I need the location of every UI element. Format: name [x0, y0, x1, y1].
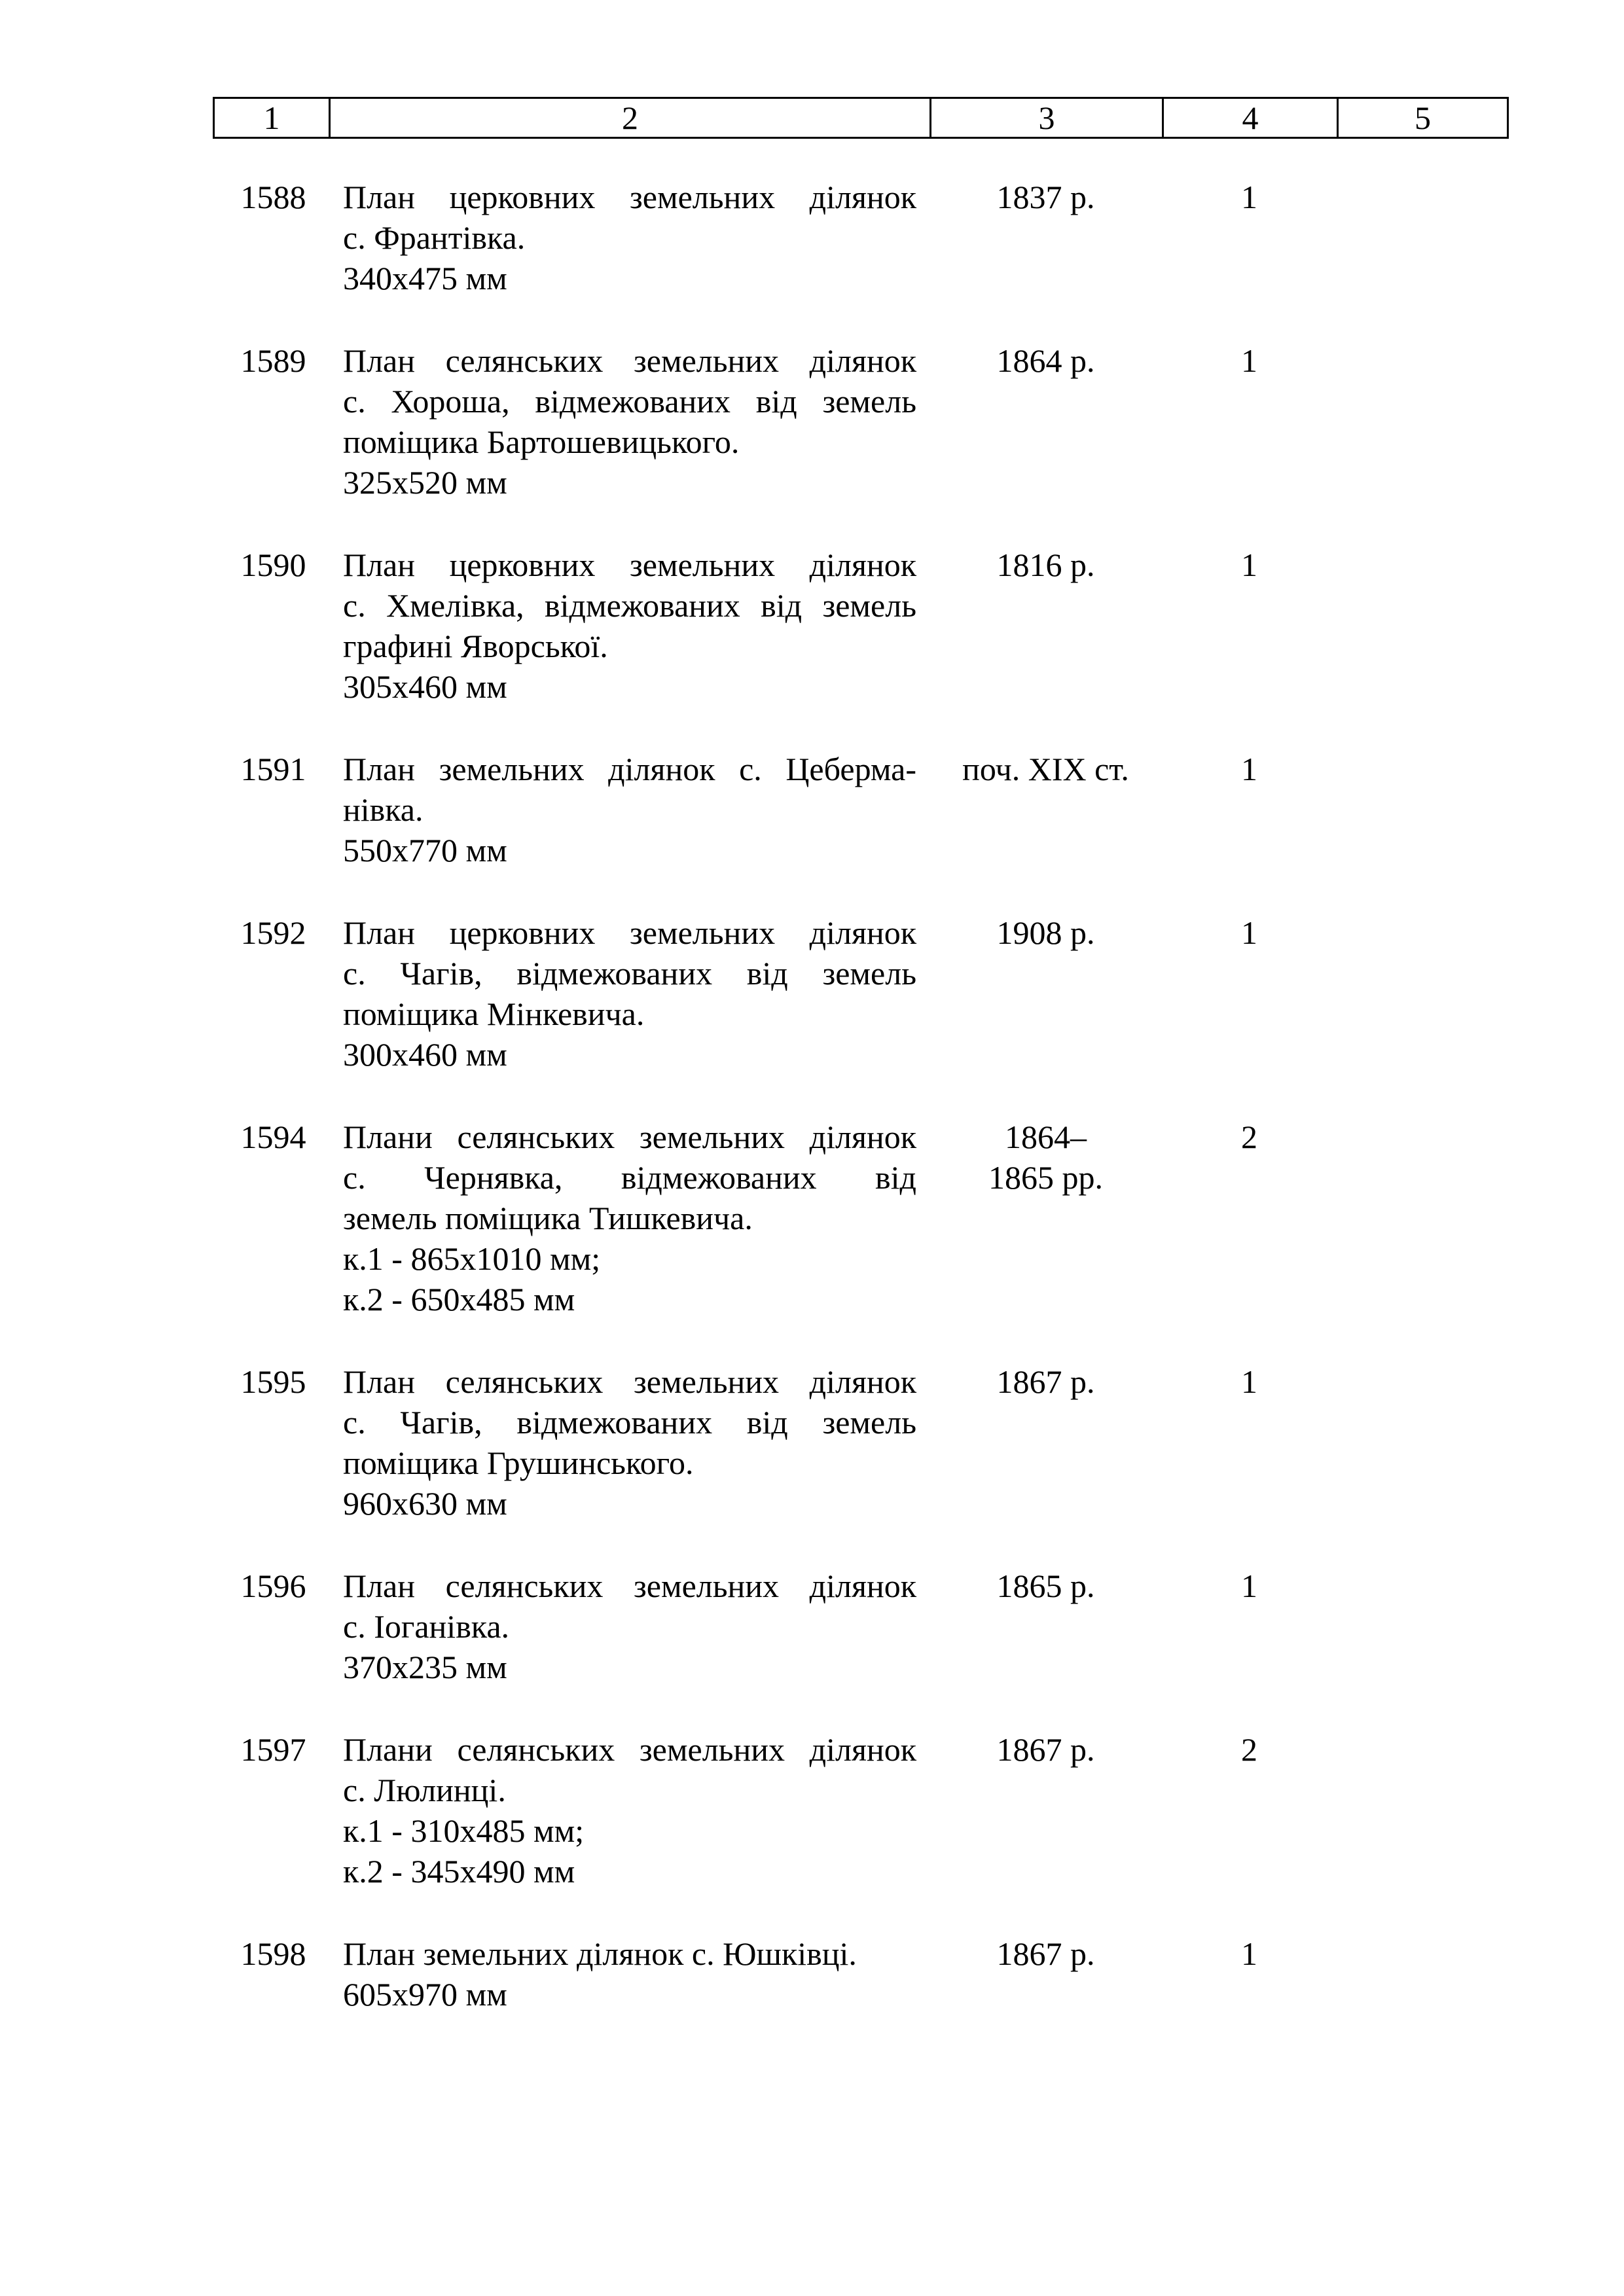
entry-description-line: 340х475 мм: [343, 260, 507, 296]
entry-date-line: 1867 р.: [996, 1935, 1095, 1972]
entry-description-line: План церковних земельних ділянок: [343, 179, 916, 215]
entry-quantity: 1: [1241, 1935, 1257, 1972]
entry-description-line: поміщика Мінкевича.: [343, 996, 645, 1032]
entry-description-line: с. Хмелівка, відмежованих від земель: [343, 587, 916, 624]
entry-date-line: 1865 рр.: [988, 1159, 1103, 1196]
entry-description-line: 300х460 мм: [343, 1036, 507, 1073]
catalog-entry: [213, 1729, 1509, 1892]
entry-number: 1596: [240, 1568, 306, 1604]
entry-description-line: графині Яворської.: [343, 628, 608, 664]
entry-description-line: План церковних земельних ділянок: [343, 914, 916, 951]
entry-description-line: План селянських земельних ділянок: [343, 1363, 916, 1400]
entry-date: [929, 1117, 1162, 1198]
catalog-entry: [213, 749, 1509, 870]
entry-number: 1594: [240, 1119, 306, 1155]
entry-description-line: с. Франтівка.: [343, 219, 526, 256]
entry-number: 1592: [240, 914, 306, 951]
entry-quantity: 1: [1241, 547, 1257, 583]
entry-date-line: 1864 р.: [996, 342, 1095, 379]
entry-description-line: с. Іоганівка.: [343, 1608, 510, 1645]
entry-description-line: с. Люлинці.: [343, 1772, 506, 1808]
column-header-1: 1: [215, 99, 331, 137]
entry-date-line: 1867 р.: [996, 1363, 1095, 1400]
column-header-5: 5: [1415, 99, 1431, 136]
entry-date: [929, 749, 1162, 789]
entry-description-line: к.1 - 310х485 мм;: [343, 1812, 585, 1849]
catalog-entry: [213, 1361, 1509, 1524]
entry-description-line: План селянських земельних ділянок: [343, 342, 916, 379]
entry-date-line: поч. ХІХ ст.: [962, 751, 1129, 787]
entry-description: [329, 177, 929, 298]
catalog-entry: [213, 912, 1509, 1075]
entry-description-line: План церковних земельних ділянок: [343, 547, 916, 583]
column-header-4: 4: [1164, 99, 1339, 137]
entry-description-line: Плани селянських земельних ділянок: [343, 1119, 916, 1155]
catalog-entry: [213, 1117, 1509, 1319]
entry-number: 1588: [240, 179, 306, 215]
catalog-entry: [213, 1566, 1509, 1687]
entry-date-line: 1864–: [1005, 1119, 1087, 1155]
entry-quantity: 1: [1241, 179, 1257, 215]
entry-description-line: нівка.: [343, 791, 424, 828]
entry-date-line: 1837 р.: [996, 179, 1095, 215]
entry-description-line: к.1 - 865х1010 мм;: [343, 1240, 601, 1277]
entry-description: [329, 912, 929, 1075]
entry-date: [929, 912, 1162, 953]
entry-date: [929, 1729, 1162, 1770]
entry-number: 1590: [240, 547, 306, 583]
entry-description-line: План селянських земельних ділянок: [343, 1568, 916, 1604]
entry-description: [329, 545, 929, 707]
entry-description-line: 960х630 мм: [343, 1485, 507, 1522]
entry-date: [929, 340, 1162, 381]
entry-description: [329, 1933, 929, 2015]
entry-quantity: 2: [1241, 1119, 1257, 1155]
entry-description-line: поміщика Бартошевицького.: [343, 423, 740, 460]
entry-number: 1589: [240, 342, 306, 379]
entry-description: [329, 1566, 929, 1687]
entry-date: [929, 1566, 1162, 1606]
column-header-2: 2: [331, 99, 931, 137]
entry-date: [929, 545, 1162, 585]
catalog-entries: [213, 177, 1509, 2056]
column-header-3: 3: [931, 99, 1164, 137]
entry-description-line: 605х970 мм: [343, 1976, 507, 2013]
entry-number: 1595: [240, 1363, 306, 1400]
entry-number: 1591: [240, 751, 306, 787]
entry-description-line: с. Чернявка, відмежованих від: [343, 1159, 916, 1196]
entry-quantity: 2: [1241, 1731, 1257, 1768]
entry-date-line: 1816 р.: [996, 547, 1095, 583]
entry-description: [329, 1117, 929, 1319]
entry-description-line: с. Хороша, відмежованих від земель: [343, 383, 916, 420]
entry-number: 1597: [240, 1731, 306, 1768]
entry-description-line: с. Чагів, відмежованих від земель: [343, 1404, 916, 1441]
entry-description-line: с. Чагів, відмежованих від земель: [343, 955, 916, 992]
entry-description-line: поміщика Грушинського.: [343, 1444, 694, 1481]
entry-quantity: 1: [1241, 1363, 1257, 1400]
entry-quantity: 1: [1241, 342, 1257, 379]
entry-description-line: к.2 - 345х490 мм: [343, 1853, 575, 1890]
entry-description: [329, 749, 929, 870]
entry-date-line: 1867 р.: [996, 1731, 1095, 1768]
entry-description-line: земель поміщика Тишкевича.: [343, 1200, 753, 1236]
entry-description-line: 370х235 мм: [343, 1649, 507, 1685]
entry-description-line: План земельних ділянок с. Цеберма-: [343, 751, 916, 787]
entry-date-line: 1865 р.: [996, 1568, 1095, 1604]
entry-description: [329, 1729, 929, 1892]
entry-quantity: 1: [1241, 1568, 1257, 1604]
entry-description-line: 325х520 мм: [343, 464, 507, 501]
entry-description-line: План земельних ділянок с. Юшківці.: [343, 1935, 857, 1972]
catalog-entry: [213, 1933, 1509, 2015]
entry-date: [929, 177, 1162, 217]
column-header-row: [213, 97, 1509, 139]
entry-date-line: 1908 р.: [996, 914, 1095, 951]
entry-description-line: к.2 - 650х485 мм: [343, 1281, 575, 1318]
entry-description-line: 550х770 мм: [343, 832, 507, 869]
entry-description: [329, 1361, 929, 1524]
entry-description-line: Плани селянських земельних ділянок: [343, 1731, 916, 1768]
catalog-entry: [213, 545, 1509, 707]
entry-date: [929, 1933, 1162, 1974]
entry-description: [329, 340, 929, 503]
entry-quantity: 1: [1241, 914, 1257, 951]
catalog-entry: [213, 177, 1509, 298]
entry-number: 1598: [240, 1935, 306, 1972]
entry-description-line: 305х460 мм: [343, 668, 507, 705]
entry-date: [929, 1361, 1162, 1402]
catalog-entry: [213, 340, 1509, 503]
entry-quantity: 1: [1241, 751, 1257, 787]
